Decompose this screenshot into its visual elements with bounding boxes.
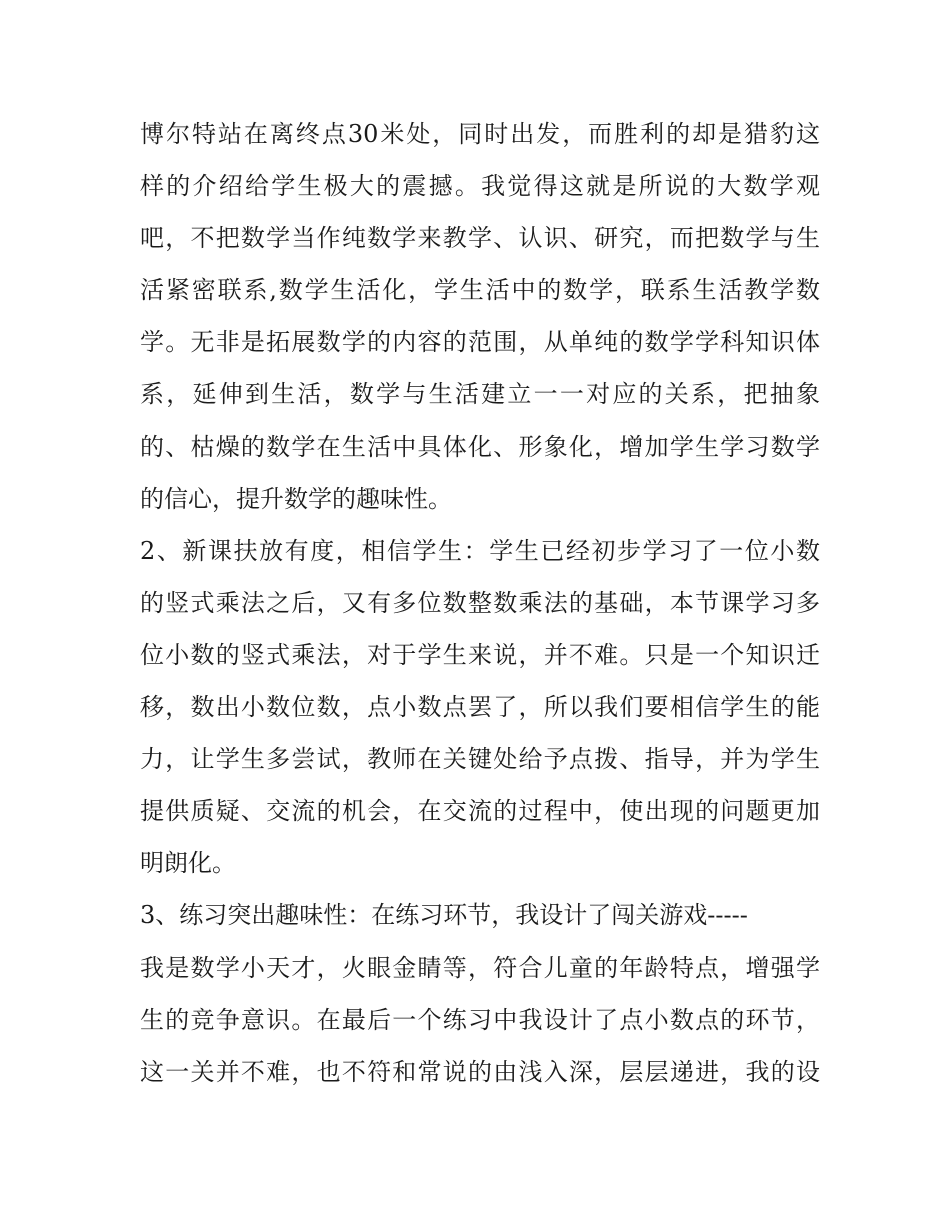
text-line: 系，延伸到生活，数学与生活建立一一对应的关系，把抽象: [140, 380, 820, 409]
text-line: 的、枯燥的数学在生活中具体化、形象化，增加学生学习数学: [140, 432, 820, 461]
text-line: 生的竞争意识。在最后一个练习中我设计了点小数点的环节，: [140, 1005, 820, 1034]
text-line: 这一关并不难，也不符和常说的由浅入深，层层递进，我的设: [140, 1057, 820, 1086]
text-line: 3、练习突出趣味性：在练习环节，我设计了闯关游戏-----: [140, 901, 748, 930]
text-line: 活紧密联系,数学生活化，学生活中的数学，联系生活教学数: [140, 276, 820, 305]
text-line: 样的介绍给学生极大的震撼。我觉得这就是所说的大数学观: [140, 172, 820, 201]
text-line: 力，让学生多尝试，教师在关键处给予点拨、指导，并为学生: [140, 745, 820, 774]
body-text: [140, 108, 820, 1098]
text-line: 的信心，提升数学的趣味性。: [140, 484, 452, 513]
text-line: 吧，不把数学当作纯数学来教学、认识、研究，而把数学与生: [140, 224, 820, 253]
text-line: 学。无非是拓展数学的内容的范围，从单纯的数学学科知识体: [140, 328, 820, 357]
text-line: 2、新课扶放有度，相信学生：学生已经初步学习了一位小数: [140, 536, 820, 565]
text-line: 博尔特站在离终点30米处，同时出发，而胜利的却是猎豹这: [140, 120, 820, 148]
text-line: 明朗化。: [140, 849, 236, 878]
text-line: 位小数的竖式乘法，对于学生来说，并不难。只是一个知识迁: [140, 640, 820, 669]
text-line: 移，数出小数位数，点小数点罢了，所以我们要相信学生的能: [140, 693, 820, 722]
text-line: 的竖式乘法之后，又有多位数整数乘法的基础，本节课学习多: [140, 588, 820, 617]
text-line: 提供质疑、交流的机会，在交流的过程中，使出现的问题更加: [140, 797, 820, 826]
text-line: 我是数学小天才，火眼金睛等，符合儿童的年龄特点，增强学: [140, 953, 820, 982]
